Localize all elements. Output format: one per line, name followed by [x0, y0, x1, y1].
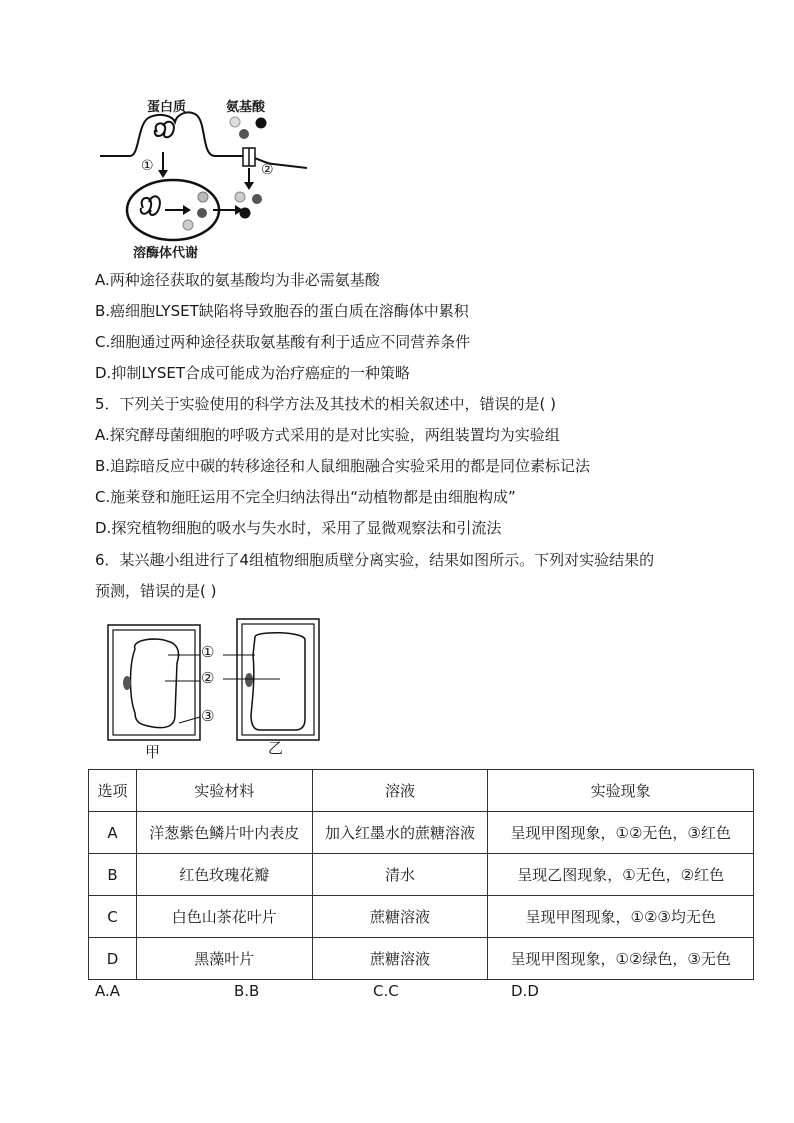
table-row	[89, 896, 754, 938]
table-cell: 呈现甲图现象，①②无色，③红色	[488, 812, 754, 854]
plasmolysis-diagram	[105, 615, 330, 760]
table-cell: 呈现甲图现象，①②③均无色	[488, 896, 754, 938]
lysosome-label: 溶酶体代谢	[133, 246, 199, 261]
cell-yi-label: 乙	[268, 739, 284, 757]
table-cell: 蔗糖溶液	[312, 938, 488, 980]
figure-lysosome-pathways	[95, 92, 325, 262]
table-cell: 蔗糖溶液	[312, 896, 488, 938]
table-header-cell: 实验现象	[488, 770, 754, 812]
table-cell: 呈现乙图现象，①无色，②红色	[488, 854, 754, 896]
q5-option-a: A.探究酵母菌细胞的呼吸方式采用的是对比实验，两组装置均为实验组	[95, 426, 560, 444]
table-row	[89, 854, 754, 896]
answer-option-c: C.C	[373, 982, 399, 1000]
table-cell: C	[89, 896, 137, 938]
q6-stem-line1: 6．某兴趣小组进行了4组植物细胞质壁分离实验，结果如图所示。下列对实验结果的	[95, 551, 655, 569]
path-1-label: ①	[141, 158, 154, 174]
table-cell: 清水	[312, 854, 488, 896]
cell-part-3-label: ③	[201, 707, 215, 725]
table-cell: 加入红墨水的蔗糖溶液	[312, 812, 488, 854]
table-cell: 呈现甲图现象，①②绿色，③无色	[488, 938, 754, 980]
answer-option-a: A.A	[95, 982, 121, 1000]
q5-option-b: B.追踪暗反应中碳的转移途径和人鼠细胞融合实验采用的都是同位素标记法	[95, 457, 591, 475]
experiment-table	[88, 769, 754, 980]
q4-option-d: D.抑制LYSET合成可能成为治疗癌症的一种策略	[95, 364, 411, 382]
cell-jia-label: 甲	[145, 743, 161, 761]
cell-part-2-label: ②	[201, 669, 215, 687]
q5-stem: 5．下列关于实验使用的科学方法及其技术的相关叙述中，错误的是( )	[95, 395, 557, 413]
table-cell: A	[89, 812, 137, 854]
q4-option-b: B.癌细胞LYSET缺陷将导致胞吞的蛋白质在溶酶体中累积	[95, 302, 469, 320]
table-row	[89, 812, 754, 854]
answer-option-b: B.B	[234, 982, 260, 1000]
answer-option-d: D.D	[511, 982, 539, 1000]
lysosome-diagram	[95, 92, 325, 262]
table-row	[89, 938, 754, 980]
table-cell: 红色玫瑰花瓣	[136, 854, 312, 896]
table-header-cell: 选项	[89, 770, 137, 812]
table-header-cell: 实验材料	[136, 770, 312, 812]
table-cell: 黑藻叶片	[136, 938, 312, 980]
path-2-label: ②	[261, 162, 274, 178]
q6-stem-line2: 预测，错误的是( )	[95, 582, 217, 600]
table-header-cell: 溶液	[312, 770, 488, 812]
cell-part-1-label: ①	[201, 643, 215, 661]
table-cell: D	[89, 938, 137, 980]
q4-option-a: A.两种途径获取的氨基酸均为非必需氨基酸	[95, 271, 380, 289]
table-cell: B	[89, 854, 137, 896]
q4-option-c: C.细胞通过两种途径获取氨基酸有利于适应不同营养条件	[95, 333, 471, 351]
protein-label: 蛋白质	[147, 100, 187, 115]
table-cell: 洋葱紫色鳞片叶内表皮	[136, 812, 312, 854]
table-cell: 白色山茶花叶片	[136, 896, 312, 938]
q5-option-d: D.探究植物细胞的吸水与失水时，采用了显微观察法和引流法	[95, 519, 502, 537]
q5-option-c: C.施莱登和施旺运用不完全归纳法得出“动植物都是由细胞构成”	[95, 488, 516, 506]
figure-plasmolysis	[105, 615, 330, 760]
table-header-row	[89, 770, 754, 812]
amino-acid-label: 氨基酸	[226, 100, 266, 115]
